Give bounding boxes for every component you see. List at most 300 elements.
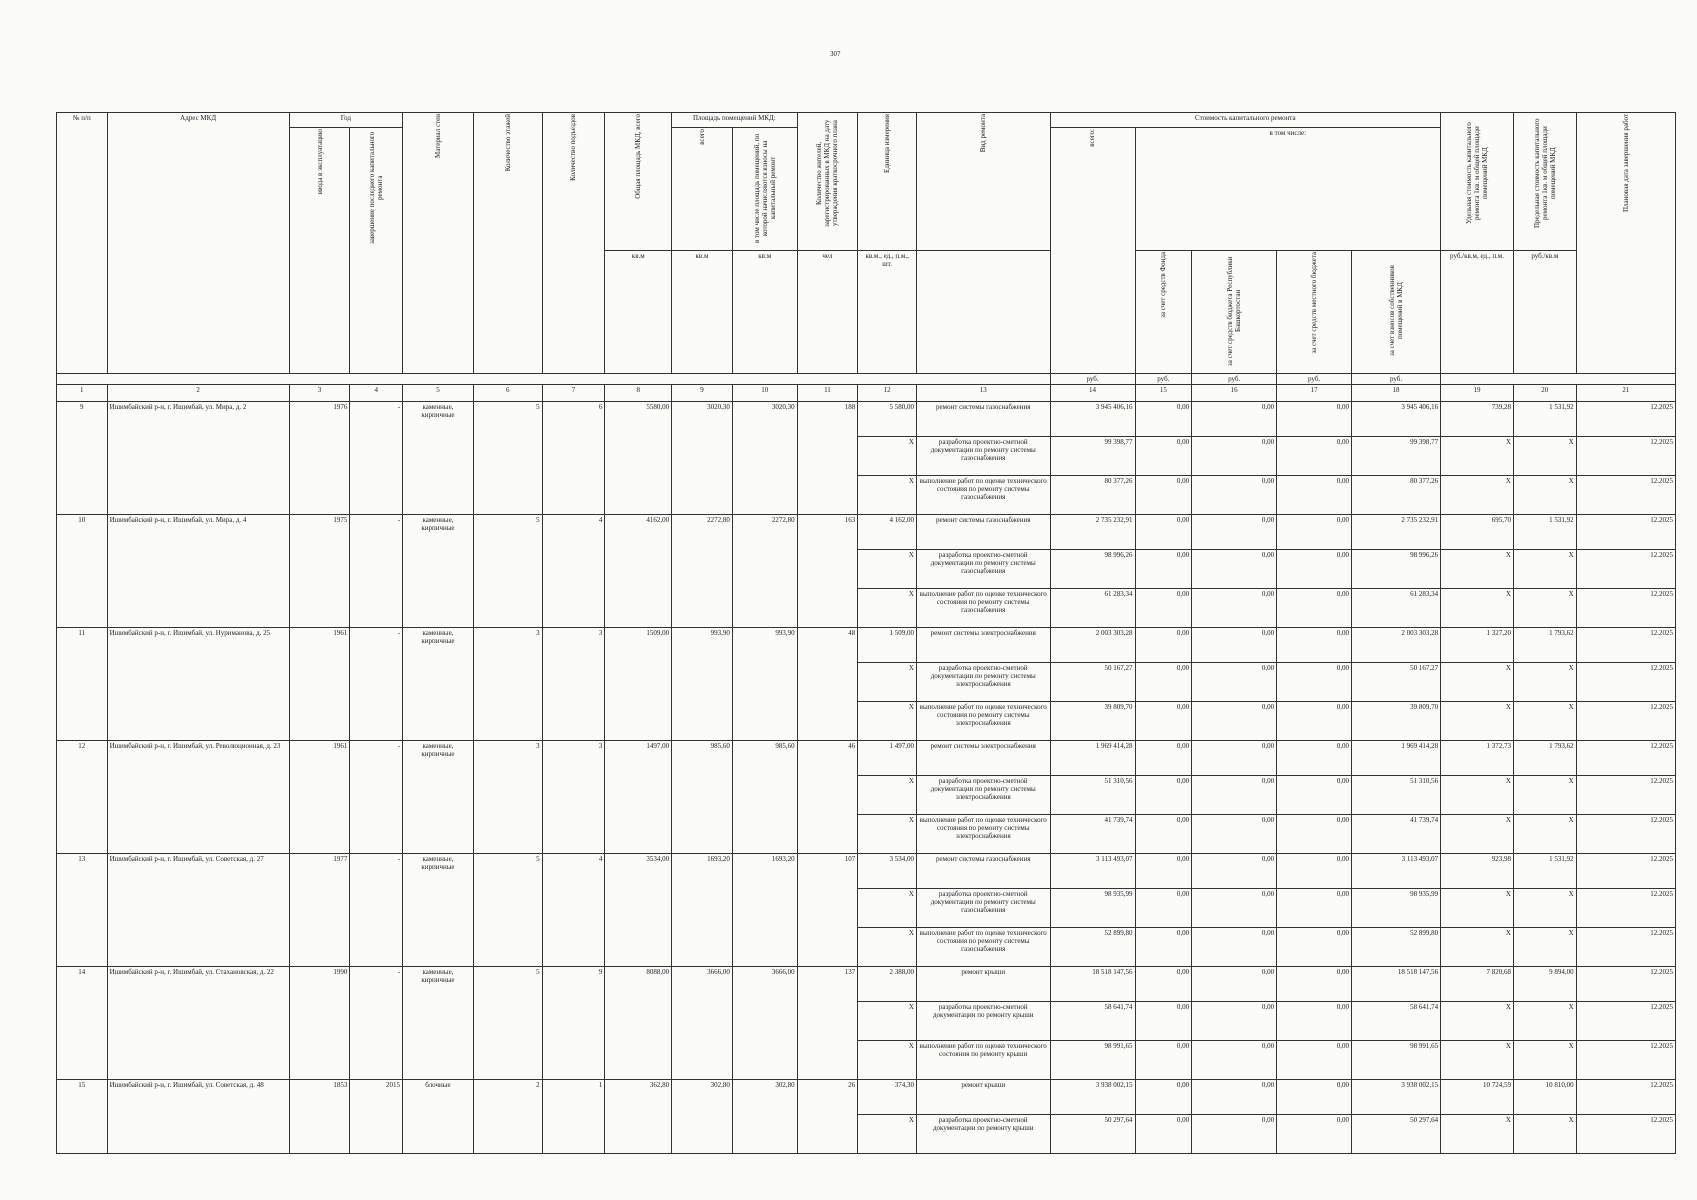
item-cost-owners: 41 739,74	[1352, 815, 1441, 854]
item-cost-total: 98 991,65	[1050, 1041, 1135, 1080]
item-quantity: X	[858, 1115, 917, 1154]
item-cost-fund: 0,00	[1135, 437, 1192, 476]
hdr-entrances: Количество подъездов	[542, 113, 605, 374]
item-cost-owners: 50 297,64	[1352, 1115, 1441, 1154]
item-max-cost: 9 894,00	[1513, 967, 1576, 1002]
item-cost-local: 0,00	[1277, 589, 1352, 628]
item-unit-cost: X	[1441, 663, 1514, 702]
hdr-cost-local: за счет средств местного бюджета	[1277, 251, 1352, 374]
column-number: 3	[289, 385, 350, 402]
item-cost-local: 0,00	[1277, 776, 1352, 815]
item-repair-type: выполнение работ по оценке технического состояния по ремонту системы газоснабжения	[916, 476, 1050, 515]
row-address: Ишимбайский р-н, г. Ишимбай, ул. Нуриманова, д. 25	[107, 628, 289, 741]
item-cost-owners: 18 518 147,56	[1352, 967, 1441, 1002]
item-cost-local: 0,00	[1277, 741, 1352, 776]
row-address: Ишимбайский р-н, г. Ишимбай, ул. Советская, д. 27	[107, 854, 289, 967]
hdr-num: № п/п	[57, 113, 108, 374]
item-cost-fund: 0,00	[1135, 476, 1192, 515]
item-planned-date: 12.2025	[1576, 1041, 1675, 1080]
column-number: 21	[1576, 385, 1675, 402]
item-cost-total: 41 739,74	[1050, 815, 1135, 854]
row-number: 11	[57, 628, 108, 741]
row-floors: 3	[473, 628, 542, 741]
item-repair-type: выполнение работ по оценке технического состояния по ремонту крыши	[916, 1041, 1050, 1080]
hdr-cost-total: всего:	[1050, 128, 1135, 374]
row-premises-area: 3020,30	[672, 402, 733, 515]
column-number: 10	[732, 385, 797, 402]
item-cost-local: 0,00	[1277, 1115, 1352, 1154]
item-cost-republic: 0,00	[1192, 741, 1277, 776]
item-repair-type: ремонт крыши	[916, 967, 1050, 1002]
row-last-repair: 2015	[350, 1080, 403, 1154]
item-max-cost: X	[1513, 550, 1576, 589]
item-max-cost: X	[1513, 702, 1576, 741]
item-quantity: X	[858, 702, 917, 741]
item-cost-total: 98 996,26	[1050, 550, 1135, 589]
item-cost-owners: 58 641,74	[1352, 1002, 1441, 1041]
item-cost-republic: 0,00	[1192, 437, 1277, 476]
item-cost-owners: 98 996,26	[1352, 550, 1441, 589]
row-total-area: 1509,00	[605, 628, 672, 741]
item-planned-date: 12.2025	[1576, 928, 1675, 967]
item-quantity: X	[858, 928, 917, 967]
item-cost-total: 52 899,80	[1050, 928, 1135, 967]
item-repair-type: разработка проектно-сметной документации по ремонту системы газоснабжения	[916, 889, 1050, 928]
column-number: 7	[542, 385, 605, 402]
item-quantity: 2 388,00	[858, 967, 917, 1002]
item-quantity: X	[858, 550, 917, 589]
item-max-cost: X	[1513, 663, 1576, 702]
item-planned-date: 12.2025	[1576, 437, 1675, 476]
hdr-wall: Материал стен	[403, 113, 474, 374]
item-planned-date: 12.2025	[1576, 889, 1675, 928]
column-number: 15	[1135, 385, 1192, 402]
item-cost-owners: 61 283,34	[1352, 589, 1441, 628]
row-number: 15	[57, 1080, 108, 1154]
item-cost-owners: 39 809,70	[1352, 702, 1441, 741]
item-repair-type: разработка проектно-сметной документации по ремонту крыши	[916, 1115, 1050, 1154]
row-entrances: 6	[542, 402, 605, 515]
item-cost-owners: 3 938 002,15	[1352, 1080, 1441, 1115]
item-max-cost: 1 793,62	[1513, 628, 1576, 663]
item-repair-type: ремонт системы газоснабжения	[916, 515, 1050, 550]
column-number-row	[57, 385, 1676, 402]
item-planned-date: 12.2025	[1576, 550, 1675, 589]
item-planned-date: 12.2025	[1576, 628, 1675, 663]
item-planned-date: 12.2025	[1576, 702, 1675, 741]
hdr-planned-date: Плановая дата завершения работ	[1576, 113, 1675, 374]
hdr-u-measure: кв.м., ед., п.м., шт.	[858, 251, 917, 374]
item-cost-local: 0,00	[1277, 628, 1352, 663]
item-planned-date: 12.2025	[1576, 1002, 1675, 1041]
item-quantity: X	[858, 1041, 917, 1080]
item-cost-total: 2 735 232,91	[1050, 515, 1135, 550]
hdr-u-rub3: руб.	[1192, 374, 1277, 385]
item-cost-fund: 0,00	[1135, 515, 1192, 550]
hdr-u-area3: кв.м	[732, 251, 797, 374]
item-cost-owners: 2 003 303,28	[1352, 628, 1441, 663]
item-quantity: X	[858, 889, 917, 928]
hdr-u-rub5: руб.	[1352, 374, 1441, 385]
item-unit-cost: X	[1441, 1041, 1514, 1080]
item-quantity: X	[858, 1002, 917, 1041]
item-cost-owners: 80 377,26	[1352, 476, 1441, 515]
item-cost-fund: 0,00	[1135, 1041, 1192, 1080]
item-cost-fund: 0,00	[1135, 1080, 1192, 1115]
table-row	[57, 402, 1676, 437]
row-last-repair: -	[350, 854, 403, 967]
row-premises-area: 993,90	[672, 628, 733, 741]
row-last-repair: -	[350, 515, 403, 628]
row-residents: 46	[797, 741, 858, 854]
hdr-u-people: чел	[797, 251, 858, 374]
column-number: 13	[916, 385, 1050, 402]
item-unit-cost: X	[1441, 550, 1514, 589]
item-planned-date: 12.2025	[1576, 815, 1675, 854]
table-row	[57, 1080, 1676, 1115]
row-address: Ишимбайский р-н, г. Ишимбай, ул. Революционная, д. 23	[107, 741, 289, 854]
item-cost-owners: 98 935,99	[1352, 889, 1441, 928]
row-premises-area: 302,80	[672, 1080, 733, 1154]
repair-plan-table	[56, 112, 1676, 1154]
item-cost-fund: 0,00	[1135, 702, 1192, 741]
hdr-premises-group: Площадь помещений МКД:	[672, 113, 797, 128]
hdr-blank-type	[916, 251, 1050, 374]
hdr-address: Адрес МКД	[107, 113, 289, 374]
item-cost-total: 51 310,56	[1050, 776, 1135, 815]
item-planned-date: 12.2025	[1576, 663, 1675, 702]
item-max-cost: 1 531,92	[1513, 402, 1576, 437]
row-total-area: 362,80	[605, 1080, 672, 1154]
row-number: 14	[57, 967, 108, 1080]
column-number: 20	[1513, 385, 1576, 402]
item-cost-total: 58 641,74	[1050, 1002, 1135, 1041]
hdr-including: в том числе:	[1135, 128, 1441, 251]
row-wall: каменные, кирпичные	[403, 854, 474, 967]
page-number: 307	[830, 50, 841, 58]
row-residents: 137	[797, 967, 858, 1080]
item-cost-republic: 0,00	[1192, 854, 1277, 889]
item-cost-fund: 0,00	[1135, 776, 1192, 815]
item-cost-fund: 0,00	[1135, 815, 1192, 854]
column-number: 14	[1050, 385, 1135, 402]
item-quantity: 1 509,00	[858, 628, 917, 663]
item-cost-republic: 0,00	[1192, 628, 1277, 663]
hdr-floors: Количество этажей	[473, 113, 542, 374]
item-planned-date: 12.2025	[1576, 967, 1675, 1002]
hdr-premises-fund: в том числе площадь помещений, по которой начисляются взносы на капитальный ремонт	[732, 128, 797, 251]
hdr-unit-cost: Удельная стоимость капитального ремонта 1кв. м общей площади помещений МКД	[1441, 113, 1514, 251]
item-cost-local: 0,00	[1277, 515, 1352, 550]
hdr-u-rubsqm1: руб./кв.м, ед., п.м.	[1441, 251, 1514, 374]
item-unit-cost: 695,70	[1441, 515, 1514, 550]
item-cost-owners: 1 969 414,28	[1352, 741, 1441, 776]
item-planned-date: 12.2025	[1576, 589, 1675, 628]
item-cost-fund: 0,00	[1135, 854, 1192, 889]
row-floors: 2	[473, 1080, 542, 1154]
item-cost-local: 0,00	[1277, 702, 1352, 741]
row-address: Ишимбайский р-н, г. Ишимбай, ул. Стахановская, д. 22	[107, 967, 289, 1080]
item-max-cost: X	[1513, 815, 1576, 854]
item-cost-republic: 0,00	[1192, 589, 1277, 628]
column-number: 8	[605, 385, 672, 402]
column-number: 4	[350, 385, 403, 402]
item-planned-date: 12.2025	[1576, 1115, 1675, 1154]
item-cost-fund: 0,00	[1135, 550, 1192, 589]
item-max-cost: 1 793,62	[1513, 741, 1576, 776]
row-wall: блочные	[403, 1080, 474, 1154]
hdr-unit: Единица измерения	[858, 113, 917, 251]
item-cost-local: 0,00	[1277, 1041, 1352, 1080]
column-number: 11	[797, 385, 858, 402]
item-repair-type: разработка проектно-сметной документации по ремонту системы газоснабжения	[916, 437, 1050, 476]
item-planned-date: 12.2025	[1576, 1080, 1675, 1115]
item-unit-cost: X	[1441, 1002, 1514, 1041]
row-last-repair: -	[350, 967, 403, 1080]
item-repair-type: выполнение работ по оценке технического состояния по ремонту системы газоснабжения	[916, 589, 1050, 628]
column-number: 12	[858, 385, 917, 402]
hdr-year-commission: ввода в эксплуатацию	[289, 128, 350, 374]
table-row	[57, 628, 1676, 663]
item-planned-date: 12.2025	[1576, 776, 1675, 815]
item-max-cost: X	[1513, 1115, 1576, 1154]
item-unit-cost: 1 372,73	[1441, 741, 1514, 776]
item-repair-type: разработка проектно-сметной документации по ремонту крыши	[916, 1002, 1050, 1041]
table-row	[57, 967, 1676, 1002]
item-cost-fund: 0,00	[1135, 967, 1192, 1002]
item-cost-owners: 2 735 232,91	[1352, 515, 1441, 550]
item-unit-cost: 10 724,59	[1441, 1080, 1514, 1115]
hdr-year-last: завершение последнего капитального ремонта	[350, 128, 403, 374]
row-residents: 188	[797, 402, 858, 515]
item-cost-total: 3 945 406,16	[1050, 402, 1135, 437]
item-cost-republic: 0,00	[1192, 776, 1277, 815]
item-max-cost: X	[1513, 589, 1576, 628]
item-max-cost: X	[1513, 776, 1576, 815]
item-cost-republic: 0,00	[1192, 967, 1277, 1002]
row-wall: каменные, кирпичные	[403, 402, 474, 515]
row-premises-area: 2272,80	[672, 515, 733, 628]
item-quantity: 5 580,00	[858, 402, 917, 437]
item-quantity: X	[858, 476, 917, 515]
row-last-repair: -	[350, 402, 403, 515]
row-year: 1977	[289, 854, 350, 967]
row-year: 1961	[289, 628, 350, 741]
item-planned-date: 12.2025	[1576, 402, 1675, 437]
item-quantity: 1 497,00	[858, 741, 917, 776]
row-premises-area: 985,60	[672, 741, 733, 854]
row-year: 1975	[289, 515, 350, 628]
row-premises-fund: 3666,00	[732, 967, 797, 1080]
row-wall: каменные, кирпичные	[403, 741, 474, 854]
item-cost-republic: 0,00	[1192, 1041, 1277, 1080]
item-cost-total: 1 969 414,28	[1050, 741, 1135, 776]
item-cost-local: 0,00	[1277, 815, 1352, 854]
column-number: 1	[57, 385, 108, 402]
item-cost-fund: 0,00	[1135, 589, 1192, 628]
row-entrances: 4	[542, 515, 605, 628]
item-cost-owners: 3 945 406,16	[1352, 402, 1441, 437]
row-premises-fund: 985,60	[732, 741, 797, 854]
row-premises-fund: 993,90	[732, 628, 797, 741]
row-last-repair: -	[350, 741, 403, 854]
row-year: 1961	[289, 741, 350, 854]
item-cost-republic: 0,00	[1192, 702, 1277, 741]
item-max-cost: 1 531,92	[1513, 854, 1576, 889]
item-cost-owners: 51 310,56	[1352, 776, 1441, 815]
hdr-residents: Количество жителей, зарегистрированных в МКД на дату утверждения краткосрочного плана	[797, 113, 858, 251]
item-quantity: X	[858, 437, 917, 476]
item-unit-cost: 739,28	[1441, 402, 1514, 437]
item-cost-republic: 0,00	[1192, 476, 1277, 515]
item-repair-type: разработка проектно-сметной документации по ремонту системы газоснабжения	[916, 550, 1050, 589]
item-repair-type: ремонт системы газоснабжения	[916, 402, 1050, 437]
row-last-repair: -	[350, 628, 403, 741]
item-cost-owners: 98 991,65	[1352, 1041, 1441, 1080]
hdr-u-rub1: руб.	[1050, 374, 1135, 385]
row-floors: 5	[473, 515, 542, 628]
hdr-max-cost: Предельная стоимость капитального ремонта 1кв. м общей площади помещений МКД	[1513, 113, 1576, 251]
column-number: 16	[1192, 385, 1277, 402]
row-premises-fund: 302,80	[732, 1080, 797, 1154]
item-cost-republic: 0,00	[1192, 402, 1277, 437]
row-residents: 163	[797, 515, 858, 628]
item-cost-owners: 3 113 493,07	[1352, 854, 1441, 889]
hdr-premises-total: всего	[672, 128, 733, 251]
row-year: 1976	[289, 402, 350, 515]
item-unit-cost: X	[1441, 476, 1514, 515]
item-cost-republic: 0,00	[1192, 1080, 1277, 1115]
row-residents: 48	[797, 628, 858, 741]
item-unit-cost: X	[1441, 1115, 1514, 1154]
row-premises-area: 1693,20	[672, 854, 733, 967]
item-cost-local: 0,00	[1277, 1080, 1352, 1115]
item-cost-owners: 50 167,27	[1352, 663, 1441, 702]
row-entrances: 4	[542, 854, 605, 967]
row-floors: 5	[473, 402, 542, 515]
item-cost-total: 99 398,77	[1050, 437, 1135, 476]
item-cost-total: 3 938 002,15	[1050, 1080, 1135, 1115]
item-unit-cost: X	[1441, 815, 1514, 854]
row-residents: 107	[797, 854, 858, 967]
hdr-cost-fund: за счет средств Фонда	[1135, 251, 1192, 374]
item-cost-local: 0,00	[1277, 1002, 1352, 1041]
item-cost-local: 0,00	[1277, 476, 1352, 515]
hdr-cost-republic: за счет средств бюджета Республики Башкортостан	[1192, 251, 1277, 374]
item-cost-total: 2 003 303,28	[1050, 628, 1135, 663]
row-number: 9	[57, 402, 108, 515]
hdr-u-rub4: руб.	[1277, 374, 1352, 385]
item-unit-cost: 1 327,20	[1441, 628, 1514, 663]
item-cost-republic: 0,00	[1192, 1115, 1277, 1154]
item-planned-date: 12.2025	[1576, 854, 1675, 889]
item-cost-local: 0,00	[1277, 967, 1352, 1002]
column-number: 19	[1441, 385, 1514, 402]
item-cost-total: 3 113 493,07	[1050, 854, 1135, 889]
item-repair-type: разработка проектно-сметной документации по ремонту системы электроснабжения	[916, 776, 1050, 815]
item-cost-fund: 0,00	[1135, 741, 1192, 776]
item-cost-fund: 0,00	[1135, 1115, 1192, 1154]
item-cost-fund: 0,00	[1135, 1002, 1192, 1041]
row-total-area: 4162,00	[605, 515, 672, 628]
item-unit-cost: X	[1441, 889, 1514, 928]
row-entrances: 3	[542, 741, 605, 854]
row-address: Ишимбайский р-н, г. Ишимбай, ул. Советская, д. 48	[107, 1080, 289, 1154]
row-premises-fund: 1693,20	[732, 854, 797, 967]
table-row	[57, 515, 1676, 550]
item-cost-total: 18 518 147,56	[1050, 967, 1135, 1002]
item-max-cost: X	[1513, 1041, 1576, 1080]
item-repair-type: ремонт системы электроснабжения	[916, 628, 1050, 663]
item-cost-fund: 0,00	[1135, 928, 1192, 967]
item-quantity: X	[858, 589, 917, 628]
column-number: 18	[1352, 385, 1441, 402]
item-repair-type: разработка проектно-сметной документации по ремонту системы электроснабжения	[916, 663, 1050, 702]
item-quantity: 4 162,00	[858, 515, 917, 550]
row-premises-area: 3666,00	[672, 967, 733, 1080]
item-cost-republic: 0,00	[1192, 815, 1277, 854]
item-quantity: X	[858, 776, 917, 815]
row-year: 1990	[289, 967, 350, 1080]
column-number: 9	[672, 385, 733, 402]
row-residents: 26	[797, 1080, 858, 1154]
row-entrances: 9	[542, 967, 605, 1080]
item-cost-local: 0,00	[1277, 928, 1352, 967]
hdr-cost-owners: за счет взносов собственников помещений в МКД	[1352, 251, 1441, 374]
item-cost-total: 50 167,27	[1050, 663, 1135, 702]
item-unit-cost: 923,98	[1441, 854, 1514, 889]
item-planned-date: 12.2025	[1576, 741, 1675, 776]
item-unit-cost: X	[1441, 589, 1514, 628]
row-premises-fund: 2272,80	[732, 515, 797, 628]
row-year: 1853	[289, 1080, 350, 1154]
column-number: 17	[1277, 385, 1352, 402]
item-unit-cost: X	[1441, 776, 1514, 815]
item-cost-total: 39 809,70	[1050, 702, 1135, 741]
item-max-cost: 1 531,92	[1513, 515, 1576, 550]
row-address: Ишимбайский р-н, г. Ишимбай, ул. Мира, д. 4	[107, 515, 289, 628]
row-floors: 3	[473, 741, 542, 854]
item-cost-republic: 0,00	[1192, 1002, 1277, 1041]
item-cost-total: 98 935,99	[1050, 889, 1135, 928]
item-cost-fund: 0,00	[1135, 663, 1192, 702]
item-max-cost: X	[1513, 1002, 1576, 1041]
item-cost-fund: 0,00	[1135, 889, 1192, 928]
row-entrances: 1	[542, 1080, 605, 1154]
item-max-cost: X	[1513, 476, 1576, 515]
item-unit-cost: 7 820,68	[1441, 967, 1514, 1002]
column-number: 2	[107, 385, 289, 402]
row-wall: каменные, кирпичные	[403, 628, 474, 741]
row-wall: каменные, кирпичные	[403, 967, 474, 1080]
item-planned-date: 12.2025	[1576, 515, 1675, 550]
item-cost-local: 0,00	[1277, 402, 1352, 437]
row-entrances: 3	[542, 628, 605, 741]
item-cost-fund: 0,00	[1135, 628, 1192, 663]
item-cost-total: 80 377,26	[1050, 476, 1135, 515]
hdr-u-area2: кв.м	[672, 251, 733, 374]
hdr-total-area: Общая площадь МКД, всего	[605, 113, 672, 251]
item-max-cost: X	[1513, 889, 1576, 928]
item-repair-type: выполнение работ по оценке технического состояния по ремонту системы газоснабжения	[916, 928, 1050, 967]
hdr-cost-group: Стоимость капитального ремонта	[1050, 113, 1441, 128]
row-number: 10	[57, 515, 108, 628]
item-cost-total: 50 297,64	[1050, 1115, 1135, 1154]
column-number: 6	[473, 385, 542, 402]
column-number: 5	[403, 385, 474, 402]
item-unit-cost: X	[1441, 928, 1514, 967]
table-row	[57, 741, 1676, 776]
